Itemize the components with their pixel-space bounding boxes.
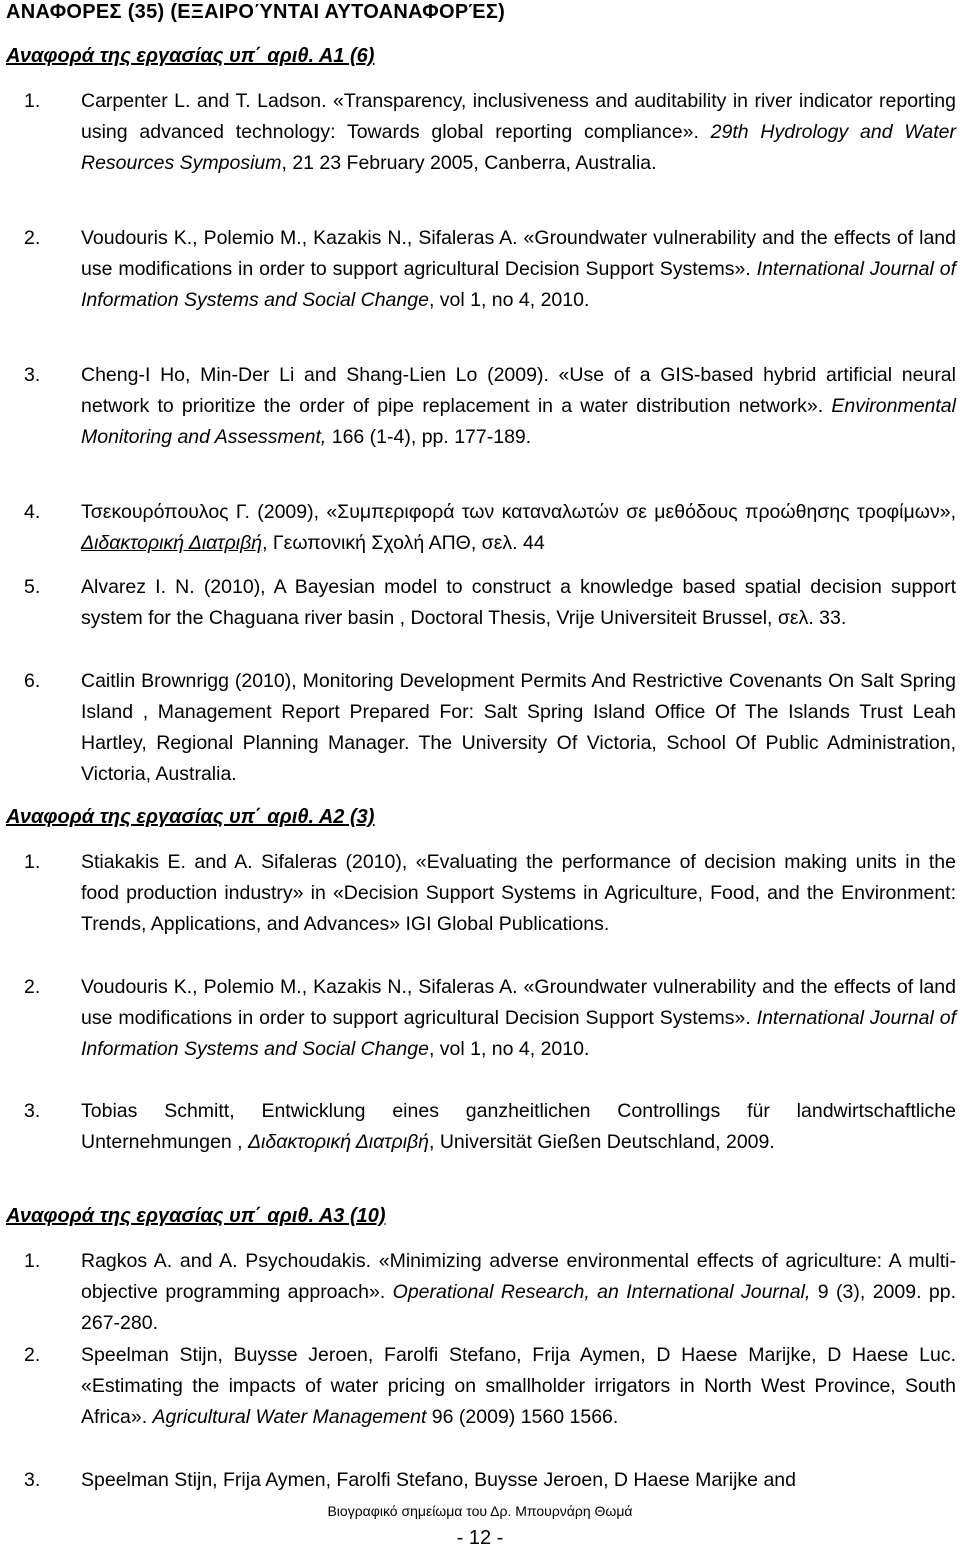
reference-number: 2. <box>24 976 41 998</box>
reference-item <box>24 223 956 316</box>
reference-number: 1. <box>24 90 41 112</box>
reference-item <box>24 1340 956 1433</box>
reference-text: Τσεκουρόπουλος Γ. (2009), «Συμπεριφορά των καταναλωτών σε μεθόδους προώθησης τροφίμων», Διδακτορική Διατριβή, Γεωπονική Σχολή ΑΠΘ, σελ. 44 <box>81 501 956 554</box>
reference-number: 6. <box>24 670 41 692</box>
reference-text: Carpenter L. and T. Ladson. «Transparency, inclusiveness and auditability in river indicator reporting using advanced technology: Towards global reporting compliance». 29th Hydrology and Water Resources Symposium, 21 23 February 2005, Canberra, Australia. <box>81 90 956 174</box>
reference-number: 2. <box>24 1344 41 1366</box>
page-title: ΑΝΑΦΟΡΕΣ (35) (ΕΞΑΙΡΟΎΝΤΑΙ ΑΥΤΟΑΝΑΦΟΡΈΣ) <box>6 1 506 23</box>
reference-number: 1. <box>24 851 41 873</box>
reference-number: 4. <box>24 501 41 523</box>
reference-item <box>24 666 956 790</box>
page-footer: Βιογραφικό σημείωμα του Δρ. Μπουρνάρη Θωμά <box>327 1503 633 1519</box>
section-heading-a3: Αναφορά της εργασίας υπ΄ αριθ. Α3 (10) <box>6 1205 386 1227</box>
reference-item <box>24 360 956 453</box>
reference-item <box>24 1096 956 1158</box>
reference-item <box>24 572 956 634</box>
reference-text: Voudouris K., Polemio M., Kazakis N., Sifaleras A. «Groundwater vulnerability and the effects of land use modifications in order to support agricultural Decision Support Systems». International Journal of Information Systems and Social Change, vol 1, no 4, 2010. <box>81 976 956 1060</box>
reference-number: 1. <box>24 1250 41 1272</box>
reference-text: Voudouris K., Polemio M., Kazakis N., Sifaleras A. «Groundwater vulnerability and the effects of land use modifications in order to support agricultural Decision Support Systems». International Journal of Information Systems and Social Change, vol 1, no 4, 2010. <box>81 227 956 311</box>
reference-number: 2. <box>24 227 41 249</box>
reference-number: 5. <box>24 576 41 598</box>
reference-text: Ragkos A. and A. Psychoudakis. «Minimizing adverse environmental effects of agriculture: A multi-objective programming approach». Operational Research, an International Journal, 9 (3), 2009. pp. 267-280. <box>81 1250 957 1334</box>
reference-number: 3. <box>24 1100 41 1122</box>
reference-item <box>24 86 956 179</box>
reference-item <box>24 1246 956 1339</box>
reference-text: Stiakakis E. and A. Sifaleras (2010), «Evaluating the performance of decision making units in the food production industry» in «Decision Support Systems in Agriculture, Food, and the Environment: Trends, Applications, and Advances» IGI Global Publications. <box>81 851 956 935</box>
reference-text: Alvarez I. N. (2010), A Bayesian model to construct a knowledge based spatial decision support system for the Chaguana river basin , Doctoral Thesis, Vrije Universiteit Brussel, σελ. 33. <box>81 576 956 629</box>
reference-item <box>24 497 956 559</box>
section-heading-a1: Αναφορά της εργασίας υπ΄ αριθ. Α1 (6) <box>6 45 375 67</box>
reference-text: Speelman Stijn, Buysse Jeroen, Farolfi Stefano, Frija Aymen, D Haese Marijke, D Haese Luc. «Estimating the impacts of water pricing on smallholder irrigators in North West Province, South Africa». Agricultural Water Management 96 (2009) 1560 1566. <box>81 1344 956 1428</box>
section-heading-a2: Αναφορά της εργασίας υπ΄ αριθ. Α2 (3) <box>6 806 375 828</box>
reference-text: Speelman Stijn, Frija Aymen, Farolfi Stefano, Buysse Jeroen, D Haese Marijke and <box>81 1469 796 1491</box>
reference-item <box>24 847 956 940</box>
reference-item <box>24 1465 956 1496</box>
reference-number: 3. <box>24 1469 41 1491</box>
reference-text: Caitlin Brownrigg (2010), Monitoring Development Permits And Restrictive Covenants On Salt Spring Island , Management Report Prepared For: Salt Spring Island Office Of The Islands Trust Leah Hartley, Regional Planning Manager. The University Of Victoria, School Of Public Administration, Victoria, Australia. <box>81 670 956 785</box>
reference-number: 3. <box>24 364 41 386</box>
reference-text: Tobias Schmitt, Entwicklung eines ganzheitlichen Controllings für landwirtschaftliche Unternehmungen , Διδακτορική Διατριβή, Universität Gießen Deutschland, 2009. <box>81 1100 956 1153</box>
reference-item <box>24 972 956 1065</box>
reference-text: Cheng-I Ho, Min-Der Li and Shang-Lien Lo (2009). «Use of a GIS-based hybrid artificial neural network to prioritize the order of pipe replacement in a water distribution network». Environmental Monitoring and Assessment, 166 (1-4), pp. 177-189. <box>81 364 956 448</box>
page-number: - 12 - <box>456 1527 504 1549</box>
